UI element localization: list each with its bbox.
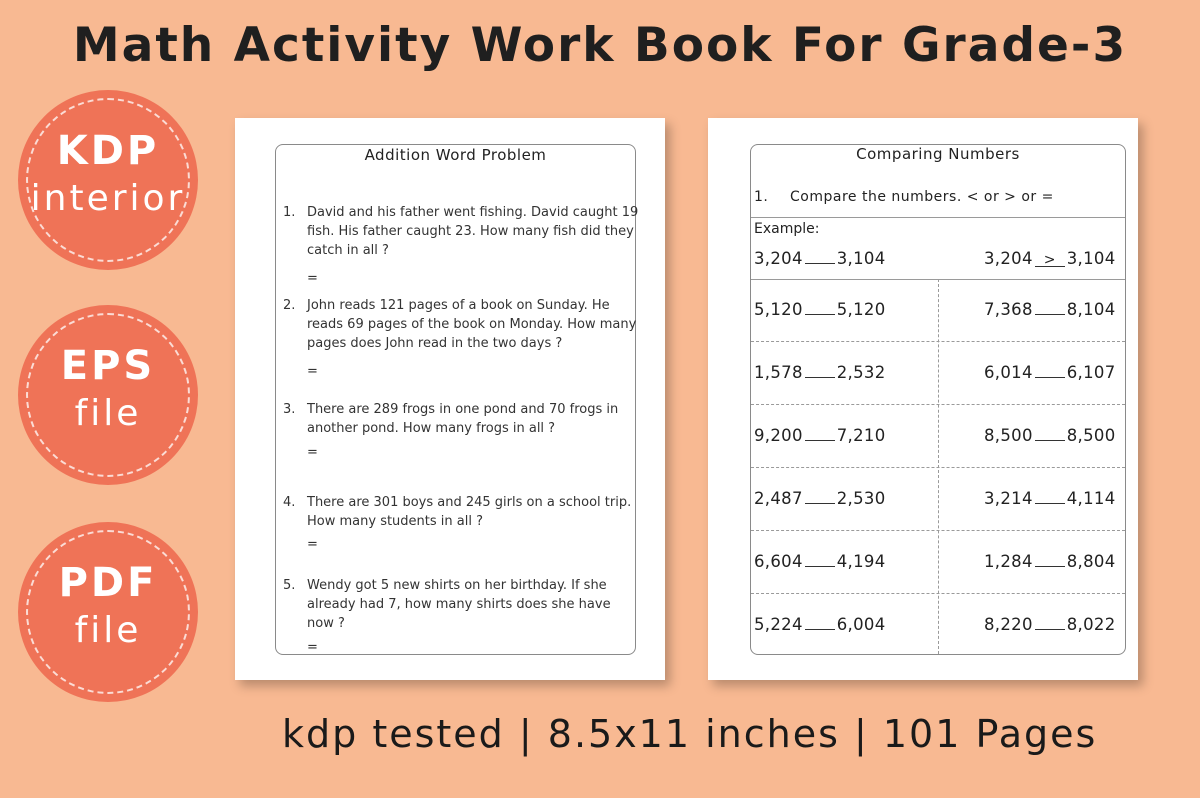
- worksheet-frame: [750, 144, 1126, 655]
- badge-label-primary: PDF: [58, 560, 158, 606]
- compare-blank: [805, 249, 835, 264]
- compare-item: [984, 489, 1116, 508]
- number-a: 1,284: [984, 552, 1033, 571]
- badge-label-primary: KDP: [56, 128, 160, 174]
- compare-blank: [805, 300, 835, 315]
- number-b: 2,532: [836, 363, 886, 382]
- compare-item: [984, 300, 1116, 319]
- example-left: [754, 249, 886, 268]
- row-divider: [751, 404, 1125, 405]
- problem-number: 4.: [283, 495, 296, 510]
- number-b: 3,104: [1066, 249, 1116, 268]
- problem-number: 2.: [283, 298, 296, 313]
- compare-item: [754, 300, 886, 319]
- number-a: 8,500: [984, 426, 1033, 445]
- compare-blank-filled: >: [1035, 252, 1065, 267]
- compare-item: [754, 489, 886, 508]
- badge-label-secondary: file: [74, 610, 142, 651]
- compare-blank: [805, 363, 835, 378]
- badge-kdp-interior: [18, 90, 198, 270]
- instruction-number: 1.: [754, 189, 769, 205]
- number-b: 4,194: [836, 552, 886, 571]
- compare-blank: [805, 552, 835, 567]
- worksheet-page-comparing: [708, 118, 1138, 680]
- compare-blank: [1035, 489, 1065, 504]
- number-a: 3,204: [984, 249, 1033, 268]
- number-a: 3,204: [754, 249, 803, 268]
- badge-label-primary: EPS: [60, 343, 156, 389]
- compare-item: [984, 552, 1116, 571]
- number-b: 6,004: [836, 615, 886, 634]
- compare-blank: [805, 489, 835, 504]
- compare-blank: [1035, 300, 1065, 315]
- compare-item: [984, 426, 1116, 445]
- problem-number: 5.: [283, 578, 296, 593]
- compare-blank: [1035, 552, 1065, 567]
- worksheet-frame: [275, 144, 639, 655]
- number-b: 5,120: [836, 300, 886, 319]
- worksheet-title: Comparing Numbers: [856, 145, 1020, 163]
- number-b: 8,104: [1066, 300, 1116, 319]
- number-a: 8,220: [984, 615, 1033, 634]
- number-a: 5,120: [754, 300, 803, 319]
- problem-text: There are 301 boys and 245 girls on a school trip. How many students in all ?: [307, 495, 632, 529]
- problem-number: 3.: [283, 402, 296, 417]
- number-b: 3,104: [836, 249, 886, 268]
- worksheet-page-addition: [235, 118, 665, 680]
- badge-pdf-file: [18, 522, 198, 702]
- compare-item: [984, 615, 1116, 634]
- badge-label-secondary: interior: [30, 178, 186, 219]
- number-b: 7,210: [836, 426, 886, 445]
- instruction-text: Compare the numbers. < or > or =: [790, 189, 1054, 205]
- number-a: 6,604: [754, 552, 803, 571]
- number-b: 6,107: [1066, 363, 1116, 382]
- number-b: 8,022: [1066, 615, 1116, 634]
- page-title: Math Activity Work Book For Grade-3: [72, 18, 1128, 73]
- row-divider: [751, 467, 1125, 468]
- divider: [751, 217, 1125, 218]
- problem-text: There are 289 frogs in one pond and 70 frogs in another pond. How many frogs in all ?: [307, 402, 619, 436]
- answer-line: =: [307, 640, 318, 655]
- number-a: 7,368: [984, 300, 1033, 319]
- problem-text: Wendy got 5 new shirts on her birthday. If she already had 7, how many shirts does she have now ?: [307, 578, 611, 631]
- number-b: 4,114: [1066, 489, 1116, 508]
- compare-item: [754, 426, 886, 445]
- compare-item: [754, 363, 886, 382]
- example-right: [984, 249, 1116, 268]
- number-a: 2,487: [754, 489, 803, 508]
- problem-text: David and his father went fishing. David caught 19 fish. His father caught 23. How many fish did they catch in all ?: [307, 205, 639, 258]
- compare-blank: [1035, 363, 1065, 378]
- compare-blank: [1035, 426, 1065, 441]
- number-b: 8,804: [1066, 552, 1116, 571]
- problem-text: John reads 121 pages of a book on Sunday. He reads 69 pages of the book on Monday. How many pages does John read in the two days ?: [307, 298, 637, 351]
- compare-blank: [1035, 615, 1065, 630]
- number-b: 2,530: [836, 489, 886, 508]
- answer-line: =: [307, 364, 318, 379]
- badge-label-secondary: file: [74, 393, 142, 434]
- example-label: Example:: [754, 221, 820, 237]
- answer-line: =: [307, 445, 318, 460]
- number-b: 8,500: [1066, 426, 1116, 445]
- product-details: kdp tested | 8.5x11 inches | 101 Pages: [282, 712, 1098, 756]
- worksheet-title: Addition Word Problem: [364, 146, 547, 164]
- number-a: 6,014: [984, 363, 1033, 382]
- number-a: 9,200: [754, 426, 803, 445]
- compare-blank: [805, 615, 835, 630]
- number-a: 5,224: [754, 615, 803, 634]
- problem-number: 1.: [283, 205, 296, 220]
- compare-blank: [805, 426, 835, 441]
- badge-eps-file: [18, 305, 198, 485]
- row-divider: [751, 341, 1125, 342]
- compare-item: [754, 552, 886, 571]
- answer-line: =: [307, 271, 318, 286]
- answer-line: =: [307, 537, 318, 552]
- row-divider: [751, 593, 1125, 594]
- number-a: 3,214: [984, 489, 1033, 508]
- number-a: 1,578: [754, 363, 803, 382]
- compare-item: [754, 615, 886, 634]
- compare-item: [984, 363, 1116, 382]
- row-divider: [751, 530, 1125, 531]
